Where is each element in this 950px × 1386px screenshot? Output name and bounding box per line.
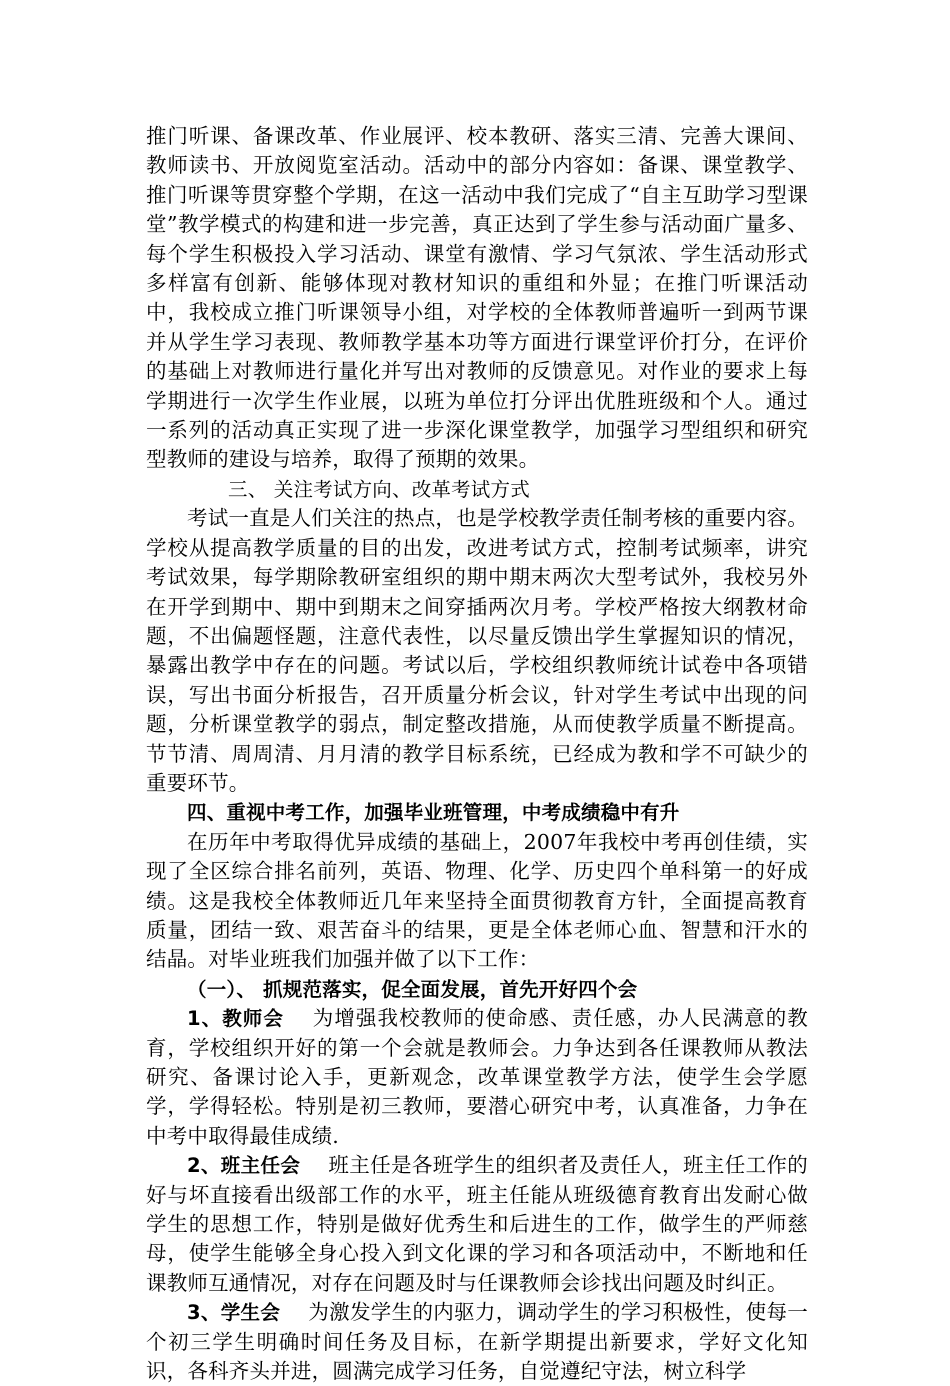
item-text-headteacher-meeting: 班主任是各班学生的组织者及责任人，班主任工作的好与坏直接看出级部工作的水平，班主任能从班级德育教育出发耐心做学生的思想工作，特别是做好优秀生和后进生的工作，做学生的严师慈母，使学生能够全身心投入到文化课的学习和各项活动中，不断地和任课教师互通情况，对存在问题及时与任课教师会诊找出问题及时纠正。 [146,1153,808,1295]
section-heading-4: 四、重视中考工作，加强毕业班管理，中考成绩稳中有升 [187,801,680,825]
paragraph-headteacher-meeting [146,1151,808,1298]
paragraph-activities: 推门听课、备课改革、作业展评、校本教研、落实三清、完善大课间、教师读书、开放阅览室活动。活动中的部分内容如：备课、课堂教学、推门听课等贯穿整个学期，在这一活动中我们完成了“自主互助学习型课堂”教学模式的构建和进一步完善，真正达到了学生参与活动面广量多、每个学生积极投入学习活动、课堂有激情、学习气氛浓、学生活动形式多样富有创新、能够体现对教材知识的重组和外显；在推门听课活动中，我校成立推门听课领导小组，对学校的全体教师普遍听一到两节课并从学生学习表现、教师教学基本功等方面进行课堂评价打分，在评价的基础上对教师进行量化并写出对教师的反馈意见。对作业的要求上每学期进行一次学生作业展，以班为单位打分评出优胜班级和个人。通过一系列的活动真正实现了进一步深化课堂教学，加强学习型组织和研究型教师的建设与培养，取得了预期的效果。 [146,124,808,472]
item-lead-student-meeting: 3、学生会 [187,1301,281,1325]
item-text-student-meeting: 为激发学生的内驱力，调动学生的学习积极性，使每一个初三学生明确时间任务及目标，在新学期提出新要求，学好文化知识，各科齐头并进，圆满完成学习任务，自觉遵纪守法，树立科学 [146,1300,808,1384]
item-lead-headteacher-meeting: 2、班主任会 [187,1154,301,1178]
paragraph-exams: 考试一直是人们关注的热点，也是学校教学责任制考核的重要内容。学校从提高教学质量的目的出发，改进考试方式，控制考试频率，讲究考试效果，每学期除教研室组织的期中期末两次大型考试外，我校另外在开学到期中、期中到期末之间穿插两次月考。学校严格按大纲教材命题，不出偏题怪题，注意代表性，以尽量反馈出学生掌握知识的情况，暴露出教学中存在的问题。考试以后，学校组织教师统计试卷中各项错误，写出书面分析报告，召开质量分析会议，针对学生考试中出现的问题，分析课堂教学的弱点，制定整改措施，从而使教学质量不断提高。节节清、周周清、月月清的教学目标系统，已经成为教和学不可缺少的重要环节。 [146,506,808,795]
item-lead-teacher-meeting: 1、教师会 [187,1007,284,1031]
paragraph-teacher-meeting [146,1004,808,1151]
item-text-teacher-meeting: 为增强我校教师的使命感、责任感，办人民满意的教育，学校组织开好的第一个会就是教师会。力争达到各任课教师从教法研究、备课讨论入手，更新观念，改革课堂教学方法，使学生会学愿学，学得轻松。特别是初三教师，要潜心研究中考，认真准备，力争在中考中取得最佳成绩. [146,1006,808,1148]
document-page [146,122,808,1386]
section-heading-3: 三、 关注考试方向、改革考试方式 [228,477,530,501]
paragraph-zhongkao: 在历年中考取得优异成绩的基础上，2007年我校中考再创佳绩，实现了全区综合排名前列，英语、物理、化学、历史四个单科第一的好成绩。这是我校全体教师近几年来坚持全面贯彻教育方针，全面提高教育质量，团结一致、艰苦奋斗的结果，更是全体老师心血、智慧和汗水的结晶。对毕业班我们加强并做了以下工作： [146,829,808,972]
paragraph-student-meeting [146,1298,808,1386]
subsection-heading-1: （一）、 抓规范落实，促全面发展，首先开好四个会 [187,977,638,1001]
